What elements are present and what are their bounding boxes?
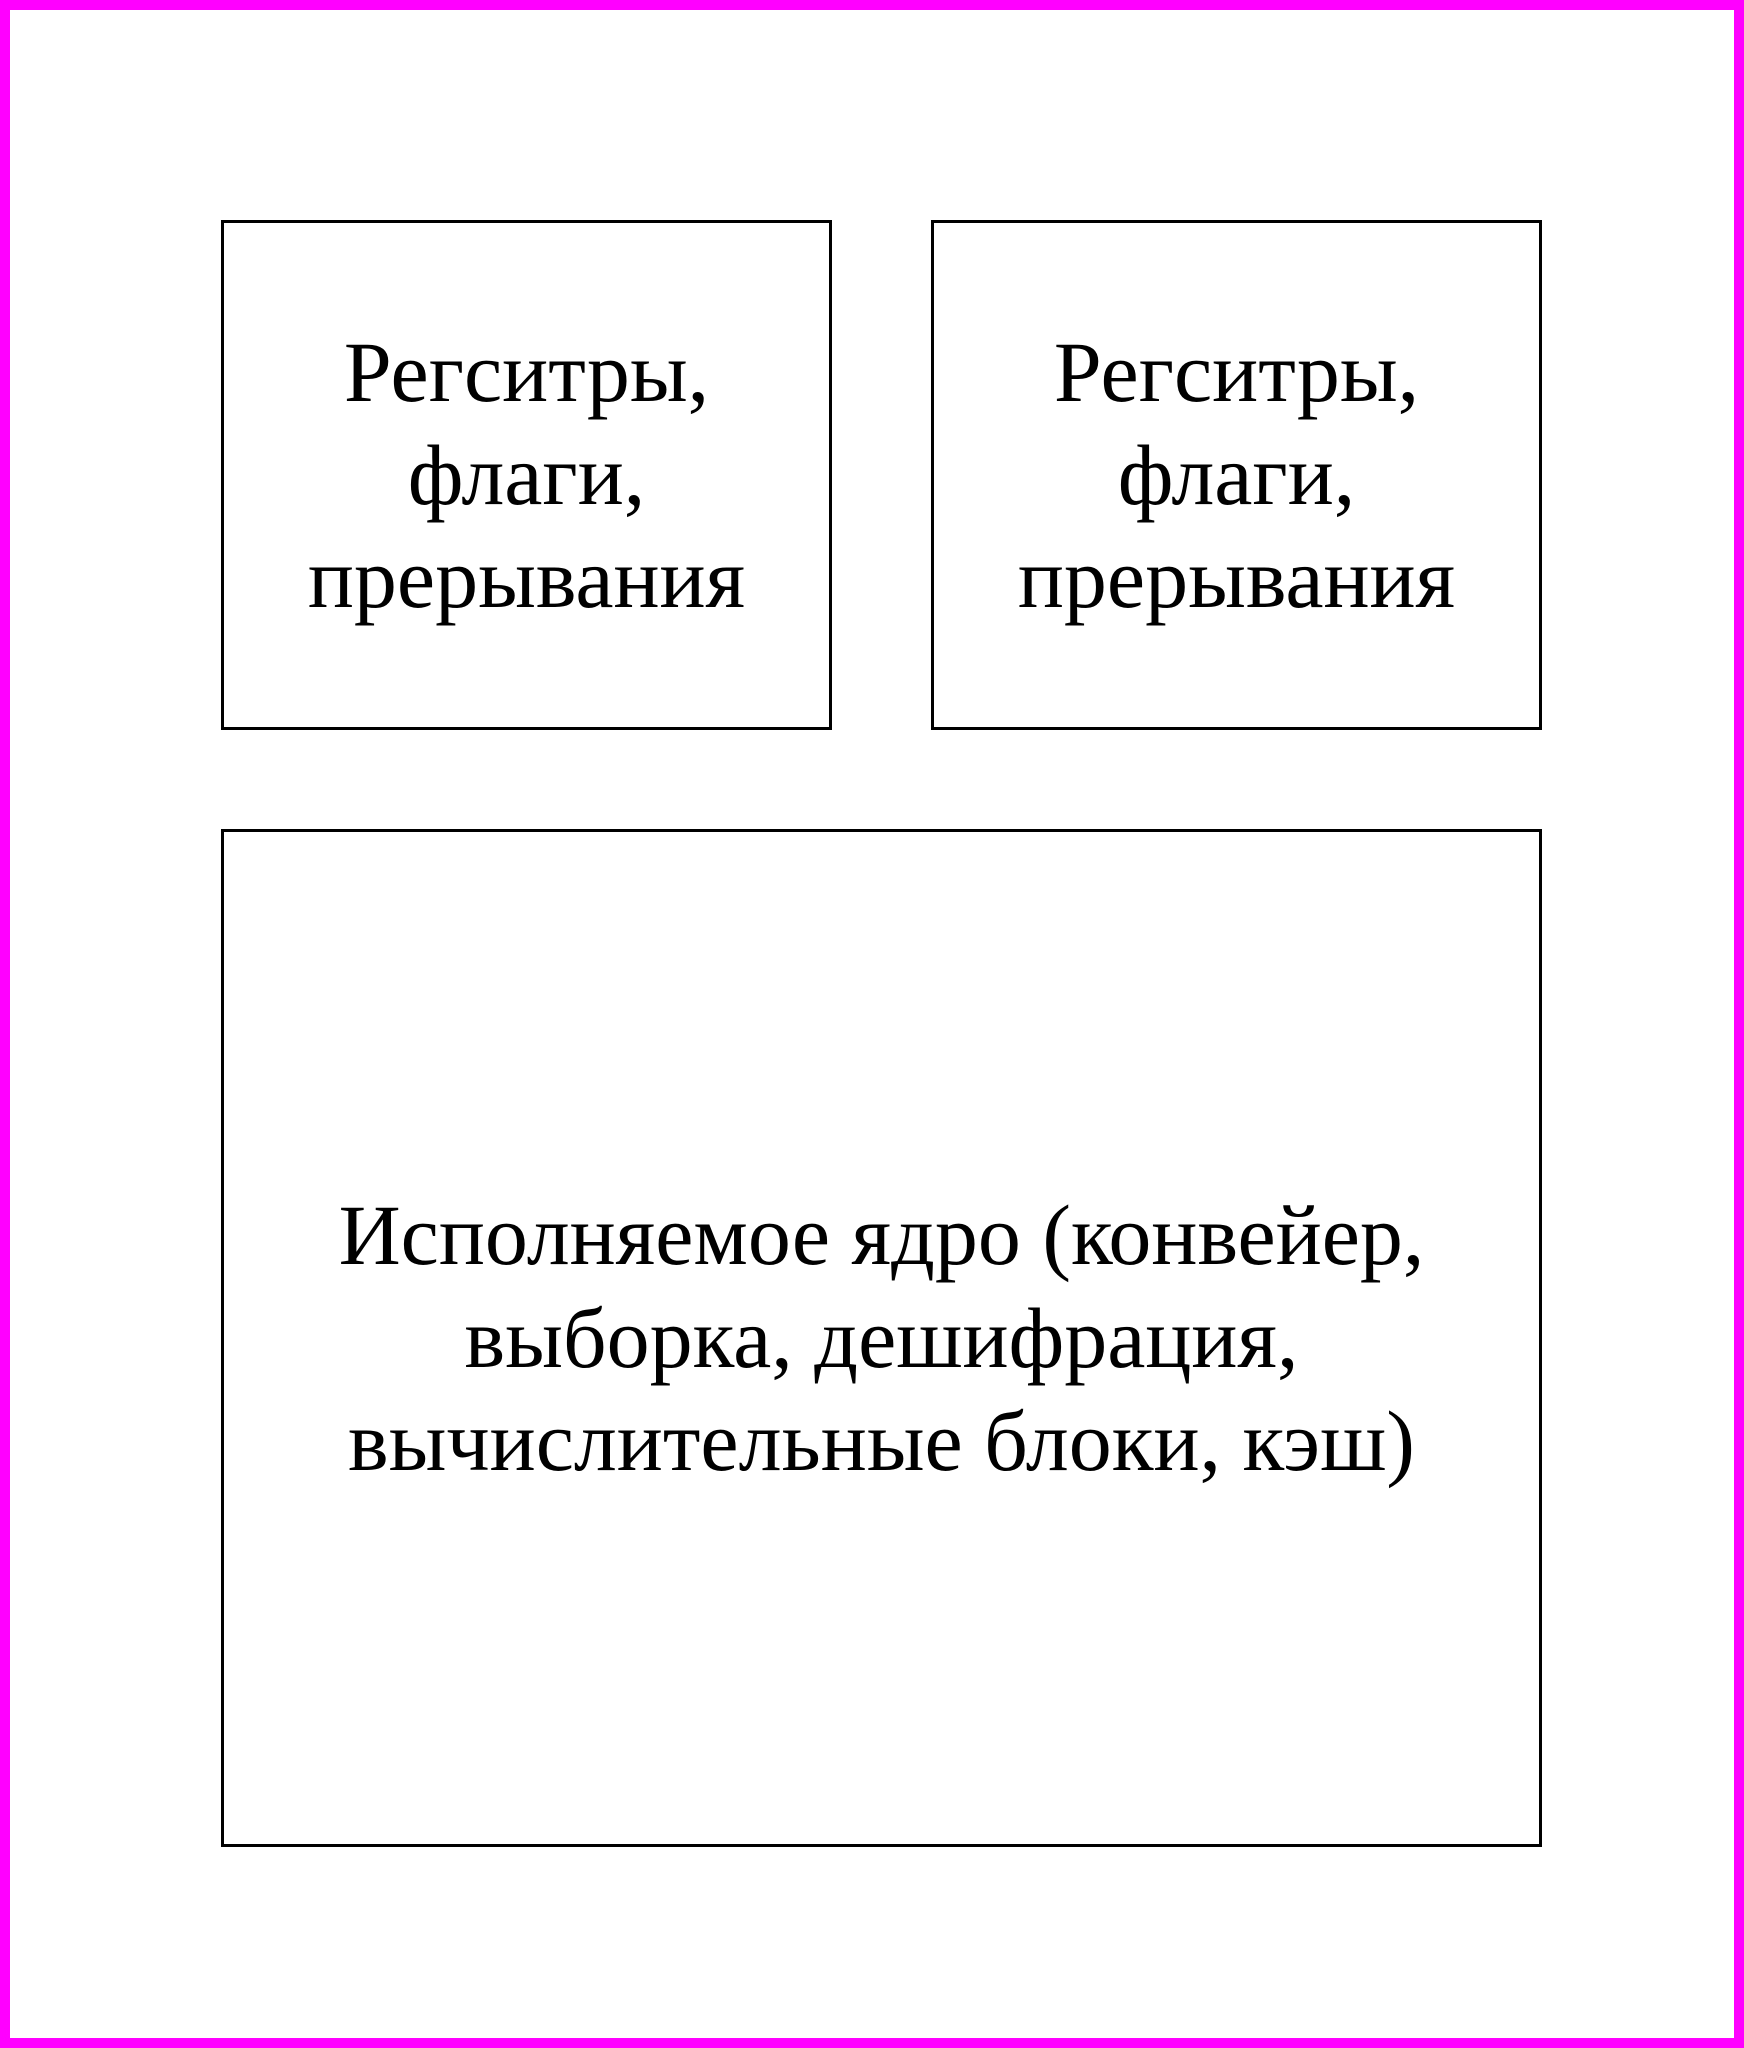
registers-block-right-label: Регситры, флаги, прерывания [1017, 323, 1456, 626]
registers-block-right [931, 220, 1542, 730]
registers-block-left-label: Регситры, флаги, прерывания [307, 323, 746, 626]
registers-block-left [221, 220, 832, 730]
execution-core-block [221, 829, 1542, 1847]
execution-core-label: Исполняемое ядро (конвейер, выборка, дешифрация, вычислительные блоки, кэш) [338, 1186, 1425, 1489]
